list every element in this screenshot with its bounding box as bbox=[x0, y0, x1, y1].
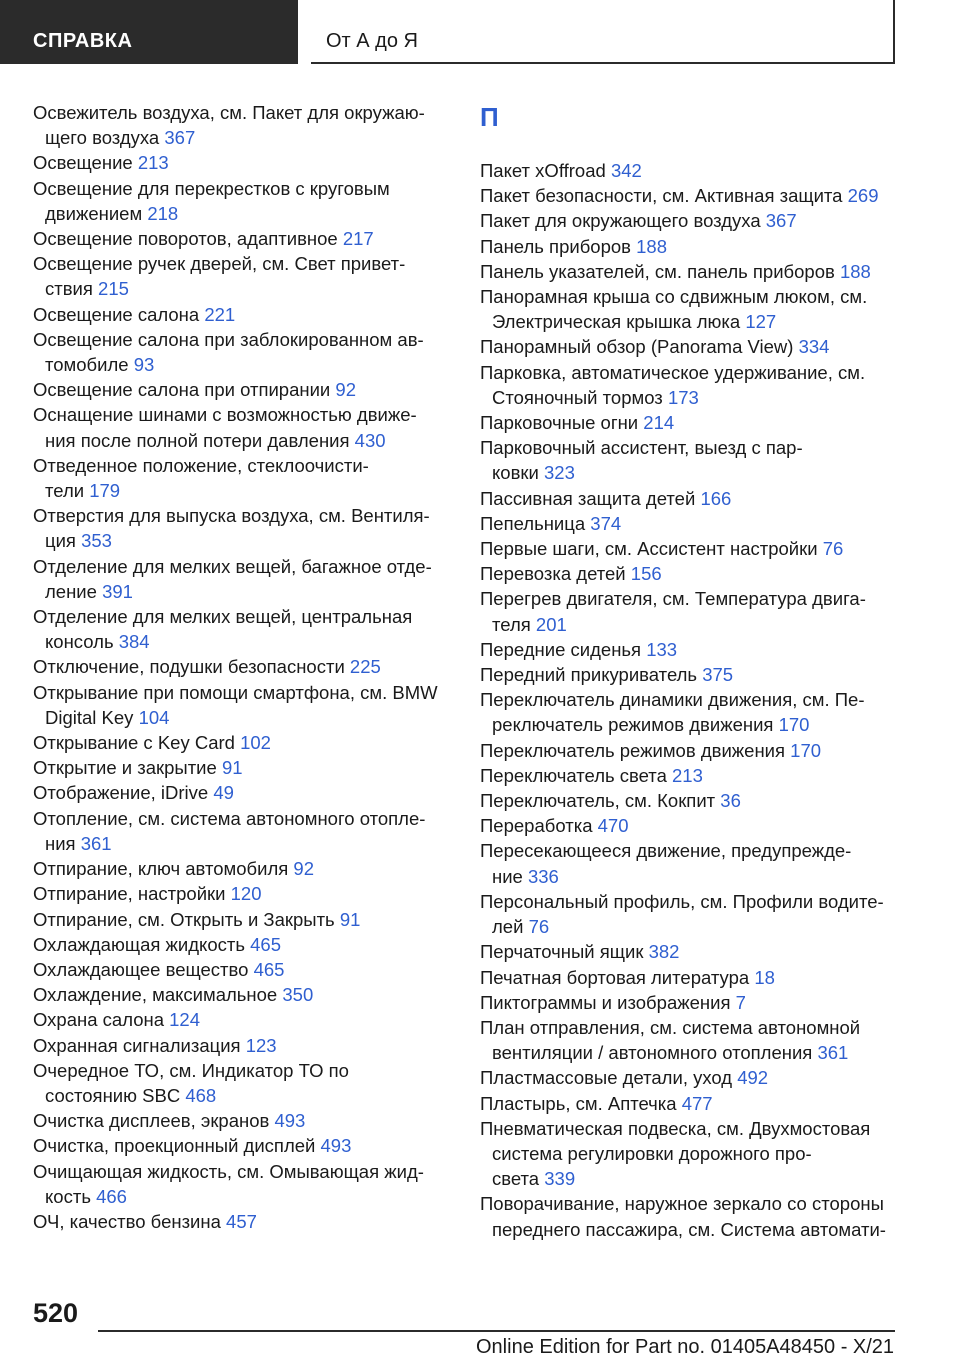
index-entry bbox=[33, 1209, 453, 1234]
entry-text: система регулировки дорожного про- bbox=[492, 1142, 812, 1164]
entry-text: Передние сиденья bbox=[480, 638, 642, 660]
entry-text: Отображение, iDrive bbox=[33, 782, 209, 804]
index-entry bbox=[480, 838, 905, 888]
index-entry bbox=[33, 1058, 453, 1108]
index-entry bbox=[33, 957, 453, 982]
entry-text: Стояночный тормоз bbox=[492, 386, 663, 408]
page-reference-link[interactable]: 36 bbox=[720, 790, 741, 812]
index-column-right bbox=[480, 100, 905, 1242]
index-column-left bbox=[33, 100, 453, 1234]
page-reference-link[interactable]: 492 bbox=[737, 1067, 769, 1089]
index-entry bbox=[480, 990, 905, 1015]
page-reference-link[interactable]: 430 bbox=[354, 429, 386, 451]
entry-text: щего воздуха bbox=[45, 127, 160, 149]
page-reference-link[interactable]: 123 bbox=[245, 1034, 277, 1056]
page-reference-link[interactable]: 367 bbox=[765, 210, 797, 232]
index-entry bbox=[480, 1091, 905, 1116]
entry-text: Электрическая крышка люка bbox=[492, 311, 741, 333]
entry-text: Охлаждающая жидкость bbox=[33, 933, 245, 955]
page-reference-link[interactable]: 382 bbox=[648, 941, 680, 963]
page-reference-link[interactable]: 353 bbox=[81, 530, 112, 552]
page-reference-link[interactable]: 104 bbox=[138, 706, 170, 728]
entry-text: Освещение поворотов, адаптивное bbox=[33, 228, 338, 250]
page-reference-link[interactable]: 269 bbox=[847, 185, 879, 207]
page-reference-link[interactable]: 221 bbox=[204, 303, 236, 325]
index-entry bbox=[480, 435, 905, 485]
page-reference-link[interactable]: 170 bbox=[790, 739, 822, 761]
entry-text: Пересекающееся движение, предупрежде- bbox=[480, 840, 852, 862]
page-reference-link[interactable]: 361 bbox=[80, 832, 112, 854]
index-entry bbox=[33, 503, 453, 553]
index-entry bbox=[480, 158, 905, 183]
entry-text: Очередное ТО, см. Индикатор ТО по bbox=[33, 1059, 349, 1081]
entry-text: Освежитель воздуха, см. Пакет для окружаю- bbox=[33, 102, 425, 123]
index-entry bbox=[33, 932, 453, 957]
page-reference-link[interactable]: 124 bbox=[169, 1009, 201, 1031]
page-reference-link[interactable]: 173 bbox=[667, 386, 699, 408]
index-entry bbox=[480, 965, 905, 990]
index-entry bbox=[480, 687, 905, 737]
index-entry bbox=[33, 176, 453, 226]
entry-text: Парковочный ассистент, выезд с пар- bbox=[480, 437, 803, 459]
entry-text: Охлаждающее вещество bbox=[33, 958, 249, 980]
entry-text: Очищающая жидкость, см. Омывающая жид- bbox=[33, 1160, 424, 1182]
page-reference-link[interactable]: 477 bbox=[681, 1092, 713, 1114]
index-entry bbox=[33, 654, 453, 679]
entry-text: Пластмассовые детали, уход bbox=[480, 1067, 733, 1089]
entry-text: томобиле bbox=[45, 354, 129, 376]
entry-text: Освещение bbox=[33, 152, 133, 174]
index-entry bbox=[33, 806, 453, 856]
entry-text: Пластырь, см. Аптечка bbox=[480, 1092, 677, 1114]
page-number: 520 bbox=[33, 1298, 79, 1328]
entry-text: Панорамный обзор (Panorama View) bbox=[480, 336, 794, 358]
entry-text: Пассивная защита детей bbox=[480, 487, 696, 509]
index-entry bbox=[480, 511, 905, 536]
section-tab bbox=[0, 0, 298, 64]
entry-text: Передний прикуриватель bbox=[480, 664, 698, 686]
entry-text: ния bbox=[45, 832, 76, 854]
page-reference-link[interactable]: 470 bbox=[597, 815, 629, 837]
entry-text: Парковка, автоматическое удерживание, см. bbox=[480, 361, 866, 383]
entry-text: Отделение для мелких вещей, багажное отде- bbox=[33, 555, 432, 577]
index-entry bbox=[480, 662, 905, 687]
page-reference-link[interactable]: 18 bbox=[754, 966, 775, 988]
index-entry bbox=[480, 561, 905, 586]
entry-text: Печатная бортовая литература bbox=[480, 966, 750, 988]
entry-text: Пакет безопасности, см. Активная защита bbox=[480, 185, 843, 207]
entry-text: теля bbox=[492, 613, 531, 635]
entry-text: Освещение салона bbox=[33, 303, 200, 325]
page-reference-link[interactable]: 92 bbox=[293, 858, 314, 880]
index-entry bbox=[480, 763, 905, 788]
entry-text: Отпирание, ключ автомобиля bbox=[33, 858, 289, 880]
index-entry bbox=[33, 780, 453, 805]
entry-text: Парковочные огни bbox=[480, 412, 639, 434]
page-reference-link[interactable]: 213 bbox=[137, 152, 169, 174]
page-reference-link[interactable]: 188 bbox=[839, 260, 871, 282]
page-reference-link[interactable]: 76 bbox=[822, 538, 844, 560]
entry-text: Отпирание, настройки bbox=[33, 883, 226, 905]
entry-text: Панорамная крыша со сдвижным люком, см. bbox=[480, 286, 868, 308]
entry-text: Digital Key bbox=[45, 706, 134, 728]
letter-heading: П bbox=[480, 102, 499, 132]
index-entry bbox=[480, 889, 905, 939]
entry-text: ния после полной потери давления bbox=[45, 429, 350, 451]
page-reference-link[interactable]: 384 bbox=[118, 631, 150, 653]
entry-text: Пиктограммы и изображения bbox=[480, 991, 731, 1013]
entry-text: света bbox=[492, 1168, 540, 1190]
page-reference-link[interactable]: 374 bbox=[590, 512, 622, 534]
page-reference-link[interactable]: 218 bbox=[147, 202, 179, 224]
page-reference-link[interactable]: 468 bbox=[185, 1084, 217, 1106]
page-reference-link[interactable]: 91 bbox=[221, 757, 243, 779]
page-reference-link[interactable]: 225 bbox=[349, 656, 381, 678]
page-reference-link[interactable]: 215 bbox=[98, 278, 129, 300]
entry-text: Открывание при помощи смартфона, см. BMW bbox=[33, 681, 438, 703]
index-entry bbox=[33, 377, 453, 402]
entry-text: ция bbox=[45, 530, 76, 552]
entry-text: лей bbox=[492, 916, 524, 938]
entry-text: Отключение, подушки безопасности bbox=[33, 656, 345, 678]
page-reference-link[interactable]: 91 bbox=[339, 908, 361, 930]
index-entry bbox=[480, 788, 905, 813]
entry-text: Отделение для мелких вещей, центральная bbox=[33, 606, 413, 628]
page-reference-link[interactable]: 133 bbox=[646, 638, 678, 660]
entry-text: тели bbox=[45, 480, 85, 502]
index-entry bbox=[33, 100, 453, 150]
index-entry bbox=[480, 813, 905, 838]
page-reference-link[interactable]: 201 bbox=[535, 613, 567, 635]
entry-text: Отведенное положение, стеклоочисти- bbox=[33, 454, 369, 476]
entry-text: Переключатель динамики движения, см. Пе- bbox=[480, 689, 865, 711]
index-entry bbox=[480, 637, 905, 662]
index-entry bbox=[480, 1191, 905, 1241]
page-reference-link[interactable]: 342 bbox=[610, 160, 642, 181]
chapter-tab bbox=[311, 0, 895, 64]
section-title: СПРАВКА bbox=[33, 30, 133, 52]
page-reference-link[interactable]: 120 bbox=[230, 883, 262, 905]
index-entry bbox=[33, 680, 453, 730]
index-entry bbox=[33, 856, 453, 881]
index-entry bbox=[33, 1007, 453, 1032]
entry-text: ОЧ, качество бензина bbox=[33, 1210, 221, 1232]
chapter-title: От А до Я bbox=[326, 30, 418, 52]
entry-text: Освещение для перекрестков с круговым bbox=[33, 177, 390, 199]
page-reference-link[interactable]: 92 bbox=[335, 379, 356, 401]
index-entry bbox=[33, 1033, 453, 1058]
index-entry bbox=[480, 259, 905, 284]
page-reference-link[interactable]: 156 bbox=[630, 563, 662, 585]
entry-text: состоянию SBC bbox=[45, 1084, 181, 1106]
index-entry bbox=[480, 208, 905, 233]
page-reference-link[interactable]: 217 bbox=[342, 228, 374, 250]
entry-text: ние bbox=[492, 865, 523, 887]
page-reference-link[interactable]: 493 bbox=[274, 1110, 306, 1132]
index-entry bbox=[33, 150, 453, 175]
index-entry bbox=[33, 402, 453, 452]
entry-text: Освещение салона при заблокированном ав- bbox=[33, 328, 424, 350]
page-reference-link[interactable]: 367 bbox=[164, 127, 196, 149]
entry-text: Пепельница bbox=[480, 512, 586, 534]
page-reference-link[interactable]: 213 bbox=[672, 764, 703, 786]
entry-text: консоль bbox=[45, 631, 114, 653]
index-entry bbox=[480, 939, 905, 964]
entry-text: Открывание с Key Card bbox=[33, 732, 235, 754]
entry-text: вентиляции / автономного отопления bbox=[492, 1042, 813, 1064]
index-entry bbox=[33, 226, 453, 251]
entry-text: Очистка, проекционный дисплей bbox=[33, 1135, 316, 1157]
page-reference-link[interactable]: 214 bbox=[643, 412, 675, 434]
entry-text: Открытие и закрытие bbox=[33, 757, 217, 779]
page-reference-link[interactable]: 7 bbox=[735, 991, 746, 1013]
index-entry bbox=[480, 1065, 905, 1090]
page-reference-link[interactable]: 76 bbox=[528, 916, 550, 938]
index-entry bbox=[480, 360, 905, 410]
index-entry bbox=[33, 1159, 453, 1209]
entry-text: Охрана салона bbox=[33, 1009, 164, 1031]
entry-text: Освещение салона при отпирании bbox=[33, 379, 331, 401]
index-entry bbox=[480, 334, 905, 359]
index-entry bbox=[480, 234, 905, 259]
entry-text: Первые шаги, см. Ассистент настройки bbox=[480, 538, 818, 560]
entry-text: Переключатель режимов движения bbox=[480, 739, 786, 761]
entry-text: Охранная сигнализация bbox=[33, 1034, 241, 1056]
entry-text: Перевозка детей bbox=[480, 563, 626, 585]
entry-text: Отопление, см. система автономного отопле- bbox=[33, 807, 426, 829]
page-reference-link[interactable]: 188 bbox=[636, 235, 667, 257]
edition-note: Online Edition for Part no. 01405A48450 - X/21 bbox=[476, 1336, 895, 1358]
page-reference-link[interactable]: 102 bbox=[240, 732, 271, 754]
index-entries-right bbox=[480, 158, 905, 1242]
index-entry bbox=[33, 251, 453, 301]
page-reference-link[interactable]: 339 bbox=[544, 1168, 576, 1190]
index-entry bbox=[480, 486, 905, 511]
index-entry bbox=[33, 982, 453, 1007]
entry-text: План отправления, см. система автономной bbox=[480, 1016, 861, 1038]
index-entry bbox=[480, 410, 905, 435]
index-entry bbox=[33, 453, 453, 503]
entry-text: Персональный профиль, см. Профили водите- bbox=[480, 890, 884, 912]
entry-text: Перегрев двигателя, см. Температура двига- bbox=[480, 588, 866, 610]
page-reference-link[interactable]: 179 bbox=[89, 480, 121, 502]
entry-text: Пакет для окружающего воздуха bbox=[480, 210, 761, 232]
index-entry bbox=[480, 536, 905, 561]
index-entry bbox=[480, 586, 905, 636]
index-entry bbox=[33, 907, 453, 932]
page-reference-link[interactable]: 170 bbox=[778, 714, 810, 736]
entry-text: движением bbox=[45, 202, 143, 224]
index-entry bbox=[480, 1015, 905, 1065]
entry-text: Отпирание, см. Открыть и Закрыть bbox=[33, 908, 335, 930]
index-entry bbox=[480, 284, 905, 334]
page-reference-link[interactable]: 465 bbox=[253, 958, 285, 980]
entry-text: Переработка bbox=[480, 815, 593, 837]
entry-text: Отверстия для выпуска воздуха, см. Вентиля- bbox=[33, 505, 430, 527]
entry-text: кость bbox=[45, 1185, 91, 1207]
page-reference-link[interactable]: 465 bbox=[250, 933, 281, 955]
index-entry bbox=[33, 327, 453, 377]
page-reference-link[interactable]: 361 bbox=[817, 1042, 849, 1064]
page-reference-link[interactable]: 391 bbox=[102, 580, 133, 602]
entry-text: Переключатель, см. Кокпит bbox=[480, 790, 716, 812]
entry-text: Пакет xOffroad bbox=[480, 160, 606, 181]
entry-text: переднего пассажира, см. Система автомати- bbox=[492, 1218, 886, 1240]
entry-text: Поворачивание, наружное зеркало со стороны bbox=[480, 1193, 884, 1215]
page-reference-link[interactable]: 375 bbox=[702, 664, 734, 686]
index-entry bbox=[480, 1116, 905, 1192]
entry-text: ковки bbox=[492, 462, 539, 484]
page-reference-link[interactable]: 466 bbox=[96, 1185, 127, 1207]
page-reference-link[interactable]: 493 bbox=[320, 1135, 352, 1157]
index-entry bbox=[33, 755, 453, 780]
entry-text: Освещение ручек дверей, см. Свет привет- bbox=[33, 253, 406, 275]
page-reference-link[interactable]: 334 bbox=[798, 336, 830, 358]
page-reference-link[interactable]: 457 bbox=[226, 1210, 257, 1232]
entry-text: Охлаждение, максимальное bbox=[33, 984, 278, 1006]
index-entry bbox=[33, 1133, 453, 1158]
entry-text: Пневматическая подвеска, см. Двухмостовая bbox=[480, 1117, 871, 1139]
index-entry bbox=[33, 302, 453, 327]
entry-text: Переключатель света bbox=[480, 764, 667, 786]
entry-text: Панель приборов bbox=[480, 235, 631, 257]
page-reference-link[interactable]: 49 bbox=[213, 782, 234, 804]
index-entry bbox=[33, 730, 453, 755]
page-reference-link[interactable]: 127 bbox=[745, 311, 777, 333]
index-entry bbox=[33, 604, 453, 654]
entry-text: ление bbox=[45, 580, 97, 602]
entry-text: Очистка дисплеев, экранов bbox=[33, 1110, 270, 1132]
index-entry bbox=[480, 738, 905, 763]
index-entry bbox=[480, 183, 905, 208]
page-reference-link[interactable]: 166 bbox=[700, 487, 732, 509]
index-entry bbox=[33, 1108, 453, 1133]
page-reference-link[interactable]: 350 bbox=[282, 984, 314, 1006]
entry-text: ствия bbox=[45, 278, 93, 300]
page-reference-link[interactable]: 336 bbox=[527, 865, 559, 887]
index-entry bbox=[33, 881, 453, 906]
page-reference-link[interactable]: 93 bbox=[133, 354, 155, 376]
entry-text: Перчаточный ящик bbox=[480, 941, 644, 963]
entry-text: реключатель режимов движения bbox=[492, 714, 774, 736]
page-reference-link[interactable]: 323 bbox=[544, 462, 575, 484]
index-entry bbox=[33, 554, 453, 604]
entry-text: Оснащение шинами с возможностью движе- bbox=[33, 404, 417, 426]
entry-text: Панель указателей, см. панель приборов bbox=[480, 260, 835, 282]
